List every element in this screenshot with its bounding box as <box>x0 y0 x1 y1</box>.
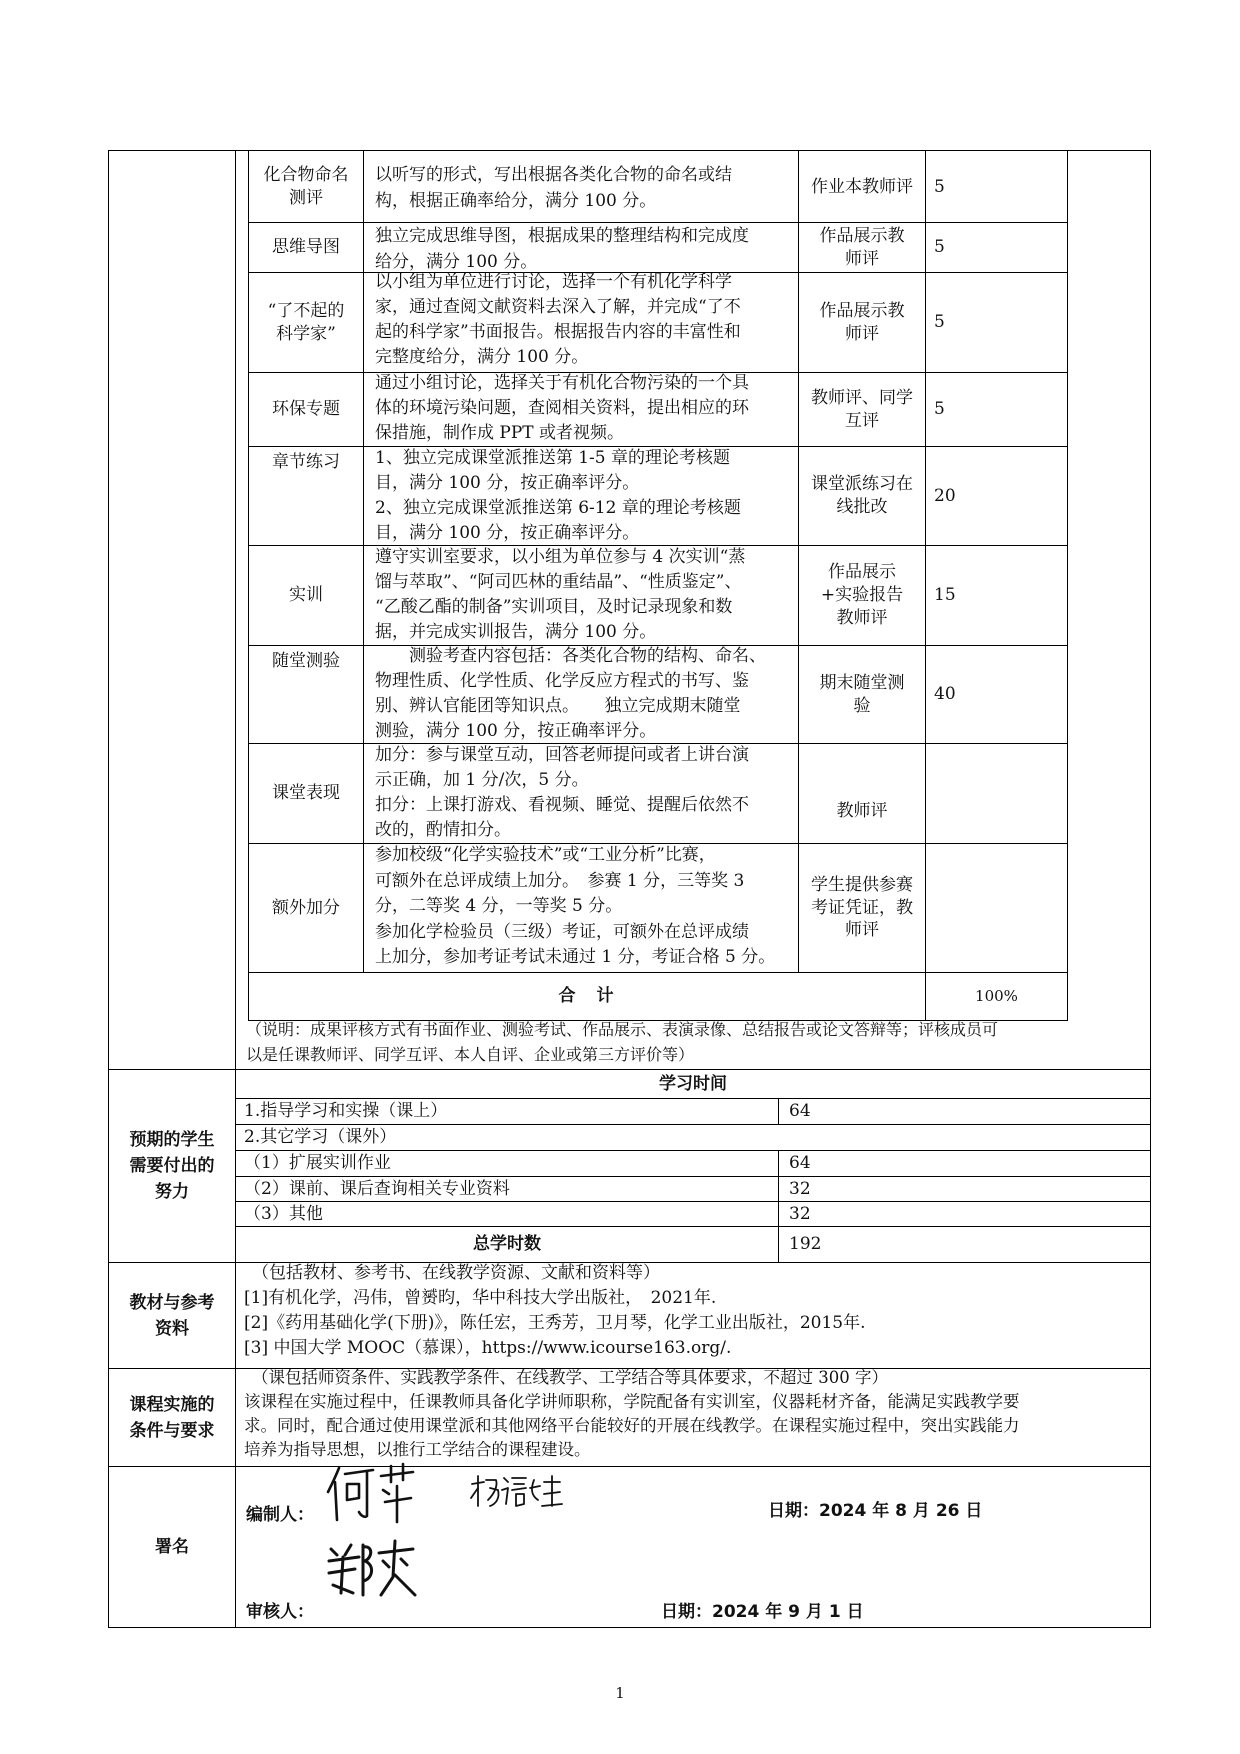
effort-label: 预期的学生 需要付出的 努力 <box>129 1130 215 1202</box>
materials-text: （包括教材、参考书、在线教学资源、文献和资料等） [1]有机化学，冯伟，曾赟昀，华中科技大学出版社， 2021年. [2]《药用基础化学(下册)》，陈任宏，王秀芳，卫月琴，化学工业出版社，2015年. [3] 中国大学 MOOC（慕课），https://www.icourse163.org/. <box>244 1263 866 1358</box>
assessment-note: （说明：成果评核方式有书面作业、测验考试、作品展示、表演录像、总结报告或论文答辩等；评核成员可 以是任课教师评、同学互评、本人自评、企业或第三方评价等） <box>246 1020 999 1064</box>
compiler-date: 日期：2024 年 8 月 26 日 <box>768 1501 983 1521</box>
materials-label: 教材与参考 资料 <box>129 1292 215 1339</box>
assessment-method: 教师评 <box>836 801 888 822</box>
assessment-total-value: 100% <box>975 987 1018 1006</box>
effort-row-label: 1.指导学习和实操（课上） <box>244 1101 448 1122</box>
assessment-weight: 5 <box>934 312 945 333</box>
assessment-item: “了不起的科学家” <box>267 300 345 344</box>
assessment-weight <box>926 844 1067 972</box>
effort-row-hours: 64 <box>789 1101 811 1122</box>
handwritten-signature-compiler-2 <box>468 1472 564 1512</box>
assessment-weight: 40 <box>934 684 956 705</box>
assessment-weight: 15 <box>934 585 956 606</box>
assessment-item: 随堂测验 <box>272 650 340 671</box>
assessment-desc: 遵守实训室要求，以小组为单位参与 4 次实训“蒸 馏与萃取”、“阿司匹林的重结晶”、“性质鉴定”、 “乙酸乙酯的制备”实训项目，及时记录现象和数 据，并完成实训报告，满分 100 分。 <box>375 547 746 642</box>
assessment-desc: 以小组为单位进行讨论，选择一个有机化学科学 家，通过查阅文献资料去深入了解，并完成“了不 起的科学家”书面报告。根据报告内容的丰富性和 完整度给分，满分 100 分。 <box>375 272 741 367</box>
assessment-method: 期末随堂测验 <box>819 672 905 716</box>
assessment-total-label: 合 计 <box>558 986 616 1007</box>
effort-row-hours: 32 <box>789 1178 811 1199</box>
assessment-weight: 5 <box>934 176 945 197</box>
assessment-weight: 5 <box>934 399 945 420</box>
assessment-item: 章节练习 <box>272 451 340 472</box>
assessment-method: 作品展示+实验报告教师评 <box>820 562 904 628</box>
effort-row-label: （2）课前、课后查询相关专业资料 <box>244 1178 510 1199</box>
effort-row-hours: 64 <box>789 1153 811 1174</box>
assessment-weight: 20 <box>934 485 956 506</box>
effort-total-value: 192 <box>789 1234 822 1255</box>
assessment-method: 学生提供参赛考证凭证，教师评 <box>811 874 913 941</box>
conditions-text: （课包括师资条件、实践教学条件、在线教学、工学结合等具体要求，不超过 300 字） 该课程在实施过程中，任课教师具备化学讲师职称，学院配备有实训室，仪器耗材齐备，能满足实践教学要 求。同时，配合通过使用课堂派和其他网络平台能较好的开展在线教学。在课程实施过程中，突出实践能力 培养为指导思想，以推行工学结合的课程建设。 <box>244 1368 1020 1459</box>
reviewer-label: 审核人： <box>246 1602 314 1622</box>
assessment-item: 思维导图 <box>272 237 340 258</box>
handwritten-signature-compiler <box>325 1462 425 1524</box>
assessment-desc: 独立完成思维导图，根据成果的整理结构和完成度 给分，满分 100 分。 <box>375 226 749 272</box>
assessment-desc: 测验考查内容包括：各类化合物的结构、命名、 物理性质、化学性质、化学反应方程式的书写、鉴 别、辨认官能团等知识点。 独立完成期末随堂 测验，满分 100 分，按正确率评分。 <box>375 646 766 741</box>
compiler-label: 编制人： <box>246 1505 314 1525</box>
assessment-method: 作业本教师评 <box>811 176 913 197</box>
assessment-item: 课堂表现 <box>272 783 340 804</box>
page-number: 1 <box>615 1684 625 1702</box>
assessment-weight: 5 <box>934 237 945 258</box>
effort-row-hours: 32 <box>789 1203 811 1224</box>
assessment-desc: 加分：参与课堂互动，回答老师提问或者上讲台演 示正确，加 1 分/次，5 分。 扣分：上课打游戏、看视频、睡觉、提醒后依然不 改的，酌情扣分。 <box>375 745 749 840</box>
effort-row-label: （1）扩展实训作业 <box>244 1153 391 1174</box>
assessment-desc: 参加校级“化学实验技术”或“工业分析”比赛， 可额外在总评成绩上加分。 参赛 1 分，三等奖 3 分，二等奖 4 分，一等奖 5 分。 参加化学检验员（三级）考证，可额外在总评成绩 上加分，参加考证考试未通过 1 分，考证合格 5 分。 <box>375 845 776 967</box>
assessment-method: 课堂派练习在线批改 <box>811 474 913 517</box>
assessment-method: 作品展示教师评 <box>819 300 905 344</box>
assessment-item: 环保专题 <box>272 399 340 420</box>
assessment-item: 化合物命名测评 <box>263 165 349 208</box>
handwritten-signature-reviewer <box>325 1537 420 1599</box>
conditions-label: 课程实施的 条件与要求 <box>129 1394 215 1441</box>
assessment-desc: 1、独立完成课堂派推送第 1-5 章的理论考核题 目，满分 100 分，按正确率评分。 2、独立完成课堂派推送第 6-12 章的理论考核题 目，满分 100 分，按正确率评分。 <box>375 448 741 543</box>
assessment-item: 实训 <box>289 585 323 606</box>
assessment-weight <box>926 744 1067 843</box>
effort-header: 学习时间 <box>659 1073 727 1094</box>
assessment-desc: 以听写的形式，写出根据各类化合物的命名或结 构，根据正确率给分，满分 100 分。 <box>375 165 732 211</box>
assessment-desc: 通过小组讨论，选择关于有机化合物污染的一个具 体的环境污染问题，查阅相关资料，提出相应的环 保措施，制作成 PPT 或者视频。 <box>375 373 749 443</box>
signature-label: 署名 <box>155 1536 189 1557</box>
assessment-method: 作品展示教师评 <box>819 225 905 269</box>
effort-row-label: （3）其他 <box>244 1203 323 1224</box>
assessment-method: 教师评、同学互评 <box>811 387 913 431</box>
effort-row-label: 2.其它学习（课外） <box>244 1127 397 1148</box>
reviewer-date: 日期：2024 年 9 月 1 日 <box>661 1602 864 1622</box>
assessment-item: 额外加分 <box>272 897 340 918</box>
effort-total-label: 总学时数 <box>473 1234 541 1255</box>
